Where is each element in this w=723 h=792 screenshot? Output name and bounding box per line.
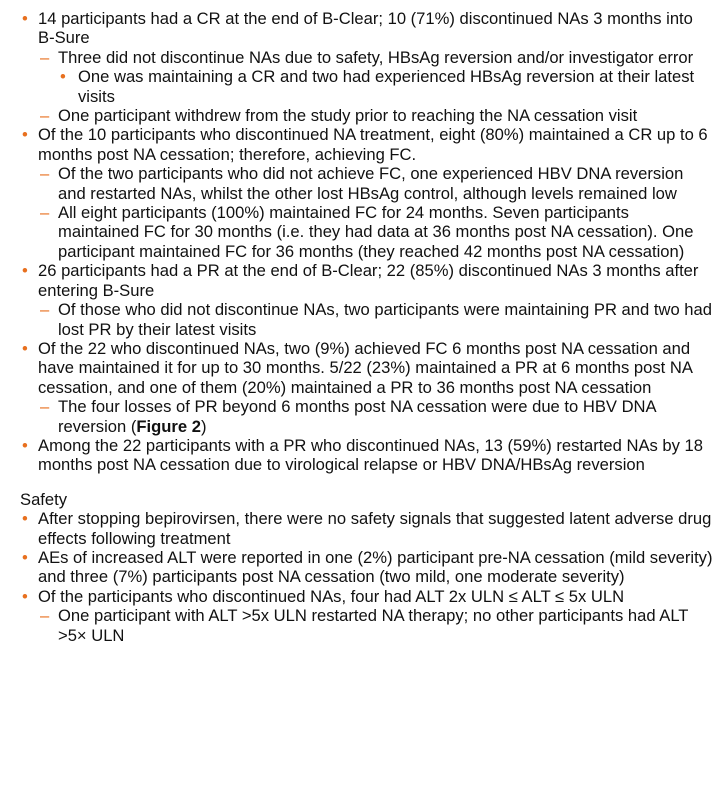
sub-list-item	[20, 48, 713, 67]
item-text: All eight participants (100%) maintained FC for 24 months. Seven participants maintained FC for 30 months (i.e. they had data at 36 months post NA cessation). One participant maintained FC for 36 months (they reached 42 months post NA cessation)	[58, 203, 694, 261]
sub-list-item	[20, 106, 713, 125]
bullet-marker: •	[22, 509, 28, 529]
sub-list-item	[20, 300, 713, 339]
list-item	[20, 436, 713, 475]
sub-list-item	[20, 397, 713, 436]
item-text: Of those who did not discontinue NAs, two participants were maintaining PR and two had lost PR by their latest visits	[58, 300, 712, 339]
figure-reference-link[interactable]: Figure 2	[136, 416, 201, 436]
list-item	[20, 509, 713, 548]
item-text: One participant with ALT >5x ULN restarted NA therapy; no other participants had ALT >5× ULN	[58, 606, 689, 645]
dash-marker: –	[40, 397, 50, 417]
bullet-marker: •	[22, 261, 28, 281]
list-item	[20, 548, 713, 587]
item-text: Of the 10 participants who discontinued NA treatment, eight (80%) maintained a CR up to 6 months post NA cessation; therefore, achieving FC.	[38, 125, 708, 164]
item-text: One was maintaining a CR and two had experienced HBsAg reversion at their latest visits	[78, 67, 695, 106]
sub-sub-list-item	[20, 67, 713, 106]
dash-marker: –	[40, 164, 50, 184]
bullet-marker: •	[22, 586, 28, 606]
sub-list-item	[20, 164, 713, 203]
bullet-marker: •	[22, 435, 28, 455]
item-text: The four losses of PR beyond 6 months post NA cessation were due to HBV DNA reversion (	[58, 397, 656, 436]
item-text-end: )	[200, 416, 207, 436]
dash-marker: –	[40, 203, 50, 223]
item-text: AEs of increased ALT were reported in one (2%) participant pre-NA cessation (mild severity) and three (7%) participants post NA cessation (two mild, one moderate severity)	[38, 547, 713, 587]
item-text: Of the participants who discontinued NAs, four had ALT 2x ULN ≤ ALT ≤ 5x ULN	[38, 586, 625, 606]
list-item	[20, 261, 713, 300]
dash-marker: –	[40, 47, 50, 67]
bullet-marker: •	[22, 125, 28, 145]
list-item	[20, 339, 713, 397]
bullet-marker: •	[22, 338, 28, 358]
list-item	[20, 9, 713, 48]
dash-marker: –	[40, 300, 50, 320]
sub-list-item	[20, 203, 713, 261]
dash-marker: –	[40, 106, 50, 126]
item-text: Of the two participants who did not achieve FC, one experienced HBV DNA reversion and restarted NAs, whilst the other lost HBsAg control, although levels remained low	[58, 164, 684, 203]
item-text: 26 participants had a PR at the end of B-Clear; 22 (85%) discontinued NAs 3 months after entering B-Sure	[38, 261, 699, 300]
item-text: One participant withdrew from the study prior to reaching the NA cessation visit	[58, 106, 638, 126]
item-text: 14 participants had a CR at the end of B-Clear; 10 (71%) discontinued NAs 3 months into B-Sure	[38, 9, 693, 48]
bullet-marker: •	[22, 9, 28, 28]
item-text: After stopping bepirovirsen, there were no safety signals that suggested latent adverse drug effects following treatment	[38, 509, 712, 548]
bullet-marker: •	[60, 67, 66, 87]
list-item	[20, 587, 713, 606]
sub-list-item	[20, 606, 713, 645]
item-text: Of the 22 who discontinued NAs, two (9%) achieved FC 6 months post NA cessation and have maintained it for up to 30 months. 5/22 (23%) maintained a PR at 6 months post NA cessation, and one of them (20%) maintained a PR to 36 months post NA cessation	[38, 338, 692, 397]
list-item	[20, 125, 713, 164]
item-text: Among the 22 participants with a PR who discontinued NAs, 13 (59%) restarted NAs by 18 months post NA cessation due to virological relapse or HBV DNA/HBsAg reversion	[38, 435, 704, 475]
section-heading-safety: Safety	[20, 489, 68, 509]
bullet-marker: •	[22, 547, 28, 567]
item-text: Three did not discontinue NAs due to safety, HBsAg reversion and/or investigator error	[58, 47, 694, 67]
dash-marker: –	[40, 606, 50, 626]
